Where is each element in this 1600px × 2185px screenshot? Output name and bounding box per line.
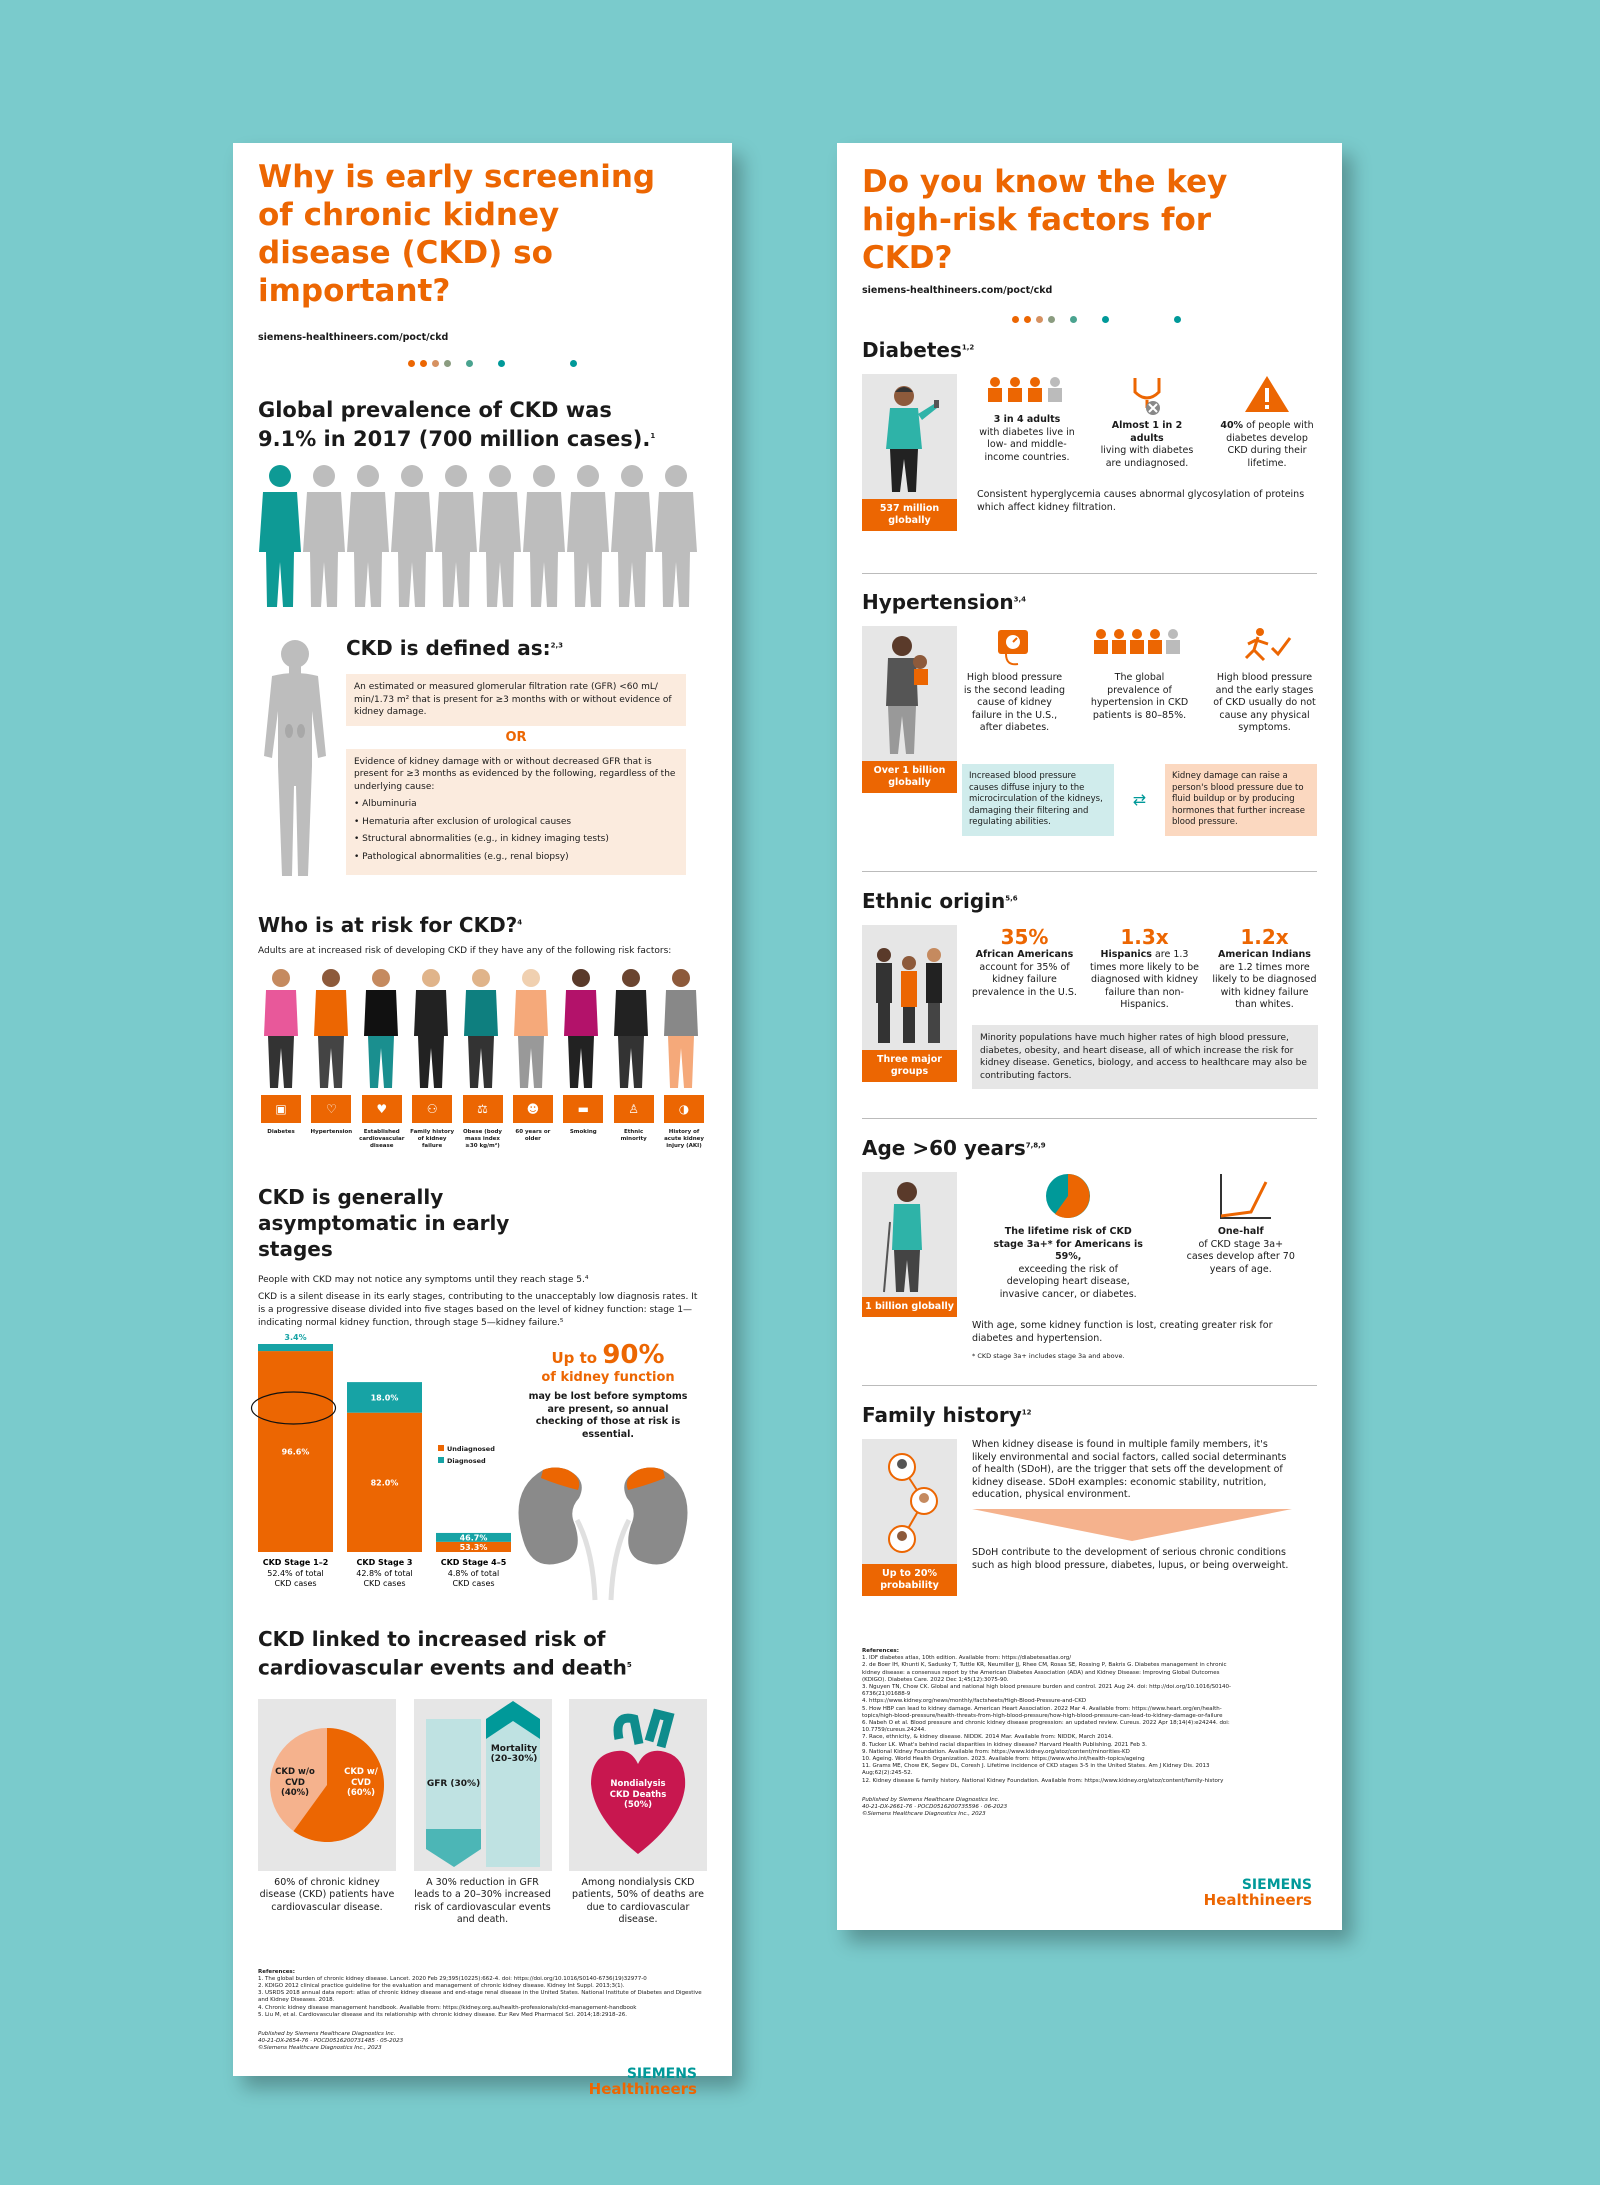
reference-item: 4. Chronic kidney disease management handbook. Available from: https://kidney.org.au/health-professionals/ckd-management-handbook [258, 2004, 637, 2011]
reference-item: 3. Nguyen TN, Chow CK. Global and national high blood pressure burden and control. 2021 Aug 24. doi: http://doi.org/10.1016/S0140-6736(21)01688-9 [862, 1684, 1232, 1698]
heartbeat-icon: ♡ [311, 1095, 351, 1123]
person-icon [611, 465, 653, 607]
person-figure [664, 969, 698, 1088]
highlighted-person-icon [259, 465, 301, 607]
decorative-dots [408, 360, 707, 367]
stage-chart-area [258, 1333, 707, 1610]
risk-factor-family: ⚇ Family history of kidney failure [409, 1095, 455, 1150]
reference-item: 5. Liu M, et al. Cardiovascular disease and its relationship with chronic kidney disease. Eur Rev Med Pharmacol Sci. 2014;18:2918–26. [258, 2011, 627, 2018]
label-diagnosed: 46.7% [459, 1533, 488, 1543]
list-item: • Albuminuria [354, 798, 678, 811]
person-with-glucose-meter-icon [862, 374, 957, 499]
ethnic-note: Minority populations have much higher rates of high blood pressure, diabetes, obesity, and heart disease, all of which increase the risk for kidney disease. Genetics, biology, and access to healthcare may also be contributing factors. [972, 1025, 1318, 1089]
risk-heading: Who is at risk for CKD?$^4$ [258, 913, 523, 937]
elderly-icon: ☻ [513, 1095, 553, 1123]
family-tree-icon: ⚇ [412, 1095, 452, 1123]
person-figure [564, 969, 598, 1088]
list-item: • Structural abnormalities (e.g., in kidney imaging tests) [354, 833, 678, 846]
list-item: • Pathological abnormalities (e.g., renal biopsy) [354, 851, 678, 864]
age-person-image [862, 1172, 957, 1297]
person-figure [514, 969, 548, 1088]
running-person-check-icon [1212, 626, 1317, 668]
list-item: • Hematuria after exclusion of urological causes [354, 816, 678, 829]
three-people-icon [862, 925, 957, 1050]
age-stat-1: The lifetime risk of CKD stage 3a+* for Americans is 59%, exceeding the risk of developing heart disease, invasive cancer, or diabetes. [993, 1172, 1143, 1301]
person-icon [391, 465, 433, 607]
risk-people [258, 966, 708, 1091]
ethnic-stat-2: 1.3x Hispanics are 1.3 times more likely to be diagnosed with kidney failure than non-Hispanics. [1089, 925, 1200, 1010]
family-section [862, 1403, 1317, 1614]
reference-item: 7. Race, ethnicity, & kidney disease. NIDDK. 2014 Mar. Available from: NIDDK, March 2014. [862, 1734, 1114, 1741]
diabetes-stat-3: 40% of people with diabetes develop CKD during their lifetime. [1217, 374, 1317, 470]
reference-item: 2. KDIGO 2012 clinical practice guideline for the evaluation and management of chronic kidney disease. Kidney Int Suppl. 2013;3(1). [258, 1983, 625, 1990]
elderly-person-with-cane-icon [862, 1172, 957, 1297]
family-p1: When kidney disease is found in multiple family members, it's likely environmental and social factors, called social determinants of health (SDoH), are the trigger that sets off the development of kidney disease. SDoH examples: economic stability, nutrition, education, physical environment. [972, 1439, 1287, 1500]
reference-item: 1. The global burden of chronic kidney disease. Lancet. 2020 Feb 29;395(10225):662-4. doi: https://doi.org/10.1016/S0140-6736(19)32977-0 [258, 1975, 647, 1982]
person-icon [655, 465, 697, 607]
reference-item: 11. Grams ME, Chow EK, Segev DL, Coresh J. Lifetime incidence of CKD stages 3-5 in the United States. Am J Kidney Dis. 2013 Aug;62(2):245-52. [862, 1763, 1210, 1777]
ethnic-badge: Three major groups [862, 1050, 957, 1082]
category-subtitle: 42.8% of total [356, 1569, 413, 1578]
divider [862, 1385, 1317, 1386]
hypertension-stat-3: High blood pressure and the early stages of CKD usually do not cause any physical symptoms. [1212, 626, 1317, 735]
cvd-pie-chart: CKD w/o CVD (40%) CKD w/ CVD (60%) [258, 1699, 396, 1871]
kidneys-icon [513, 1460, 693, 1600]
left-title: Why is early screening of chronic kidney disease (CKD) so important? [258, 159, 656, 309]
hypertension-badge: Over 1 billion globally [862, 761, 957, 793]
chart-legend [438, 1445, 495, 1465]
ckd-stage-chart [233, 1333, 507, 1610]
category-label: CKD Stage 1–2 [262, 1558, 329, 1567]
person-figure [314, 969, 348, 1088]
definition-section [258, 636, 707, 901]
kidney-function-callout: Up to 90% of kidney function may be lost before symptoms are present, so annual checking of those at risk is essential. [528, 1340, 688, 1440]
heart-icon: ♥ [362, 1095, 402, 1123]
person-icon [435, 465, 477, 607]
stethoscope-icon [1097, 374, 1197, 416]
reference-item: 6. Nabeh O et al. Blood pressure and chronic kidney disease progression: an updated review. Cureus. 2022 Apr 18;14(4):e24244. doi: 10.7759/cureus.24244. [862, 1720, 1230, 1734]
person-figure [264, 969, 298, 1088]
ethnic-stat-3: 1.2x American Indians are 1.2 times more likely to be diagnosed with kidney failure than whites. [1212, 925, 1317, 1010]
heart-icon: Nondialysis CKD Deaths (50%) [569, 1699, 707, 1871]
cigarette-icon: ▬ [563, 1095, 603, 1123]
age-footnote: * CKD stage 3a+ includes stage 3a and above. [972, 1352, 1125, 1360]
prevalence-heading: Global prevalence of CKD was 9.1% in 2017 (700 million cases).$^1$ [258, 398, 656, 451]
person-icon [479, 465, 521, 607]
age-note: With age, some kidney function is lost, creating greater risk for diabetes and hypertension. [972, 1320, 1273, 1344]
decorative-dots [1012, 316, 1317, 323]
population-figures [258, 462, 698, 612]
heart-panel [569, 1699, 707, 1927]
right-infographic [837, 143, 1342, 1930]
person-icon [303, 465, 345, 607]
hypertension-stat-1: High blood pressure is the second leading cause of kidney failure in the U.S., after diabetes. [962, 626, 1067, 735]
gfr-panel [414, 1699, 552, 1927]
category-label: CKD Stage 3 [356, 1558, 413, 1567]
person-icon [523, 465, 565, 607]
divider [862, 1118, 1317, 1119]
label-undiagnosed: 96.6% [281, 1447, 310, 1457]
reference-item: 3. USRDS 2018 annual data report: atlas of chronic kidney disease and end-stage renal disease in the United States. National Institute of Diabetes and Digestive and Kidney Diseases. 2018. [258, 1990, 702, 2004]
definition-box-damage: Evidence of kidney damage with or without decreased GFR that is present for ≥3 months as evidenced by the following, regardless of the underlying cause: • Albuminuria • Hematuria after exclusion of urological causes • Structural abnormalities (e.g., in kidney imaging tests) • Pathological abnormalities (e.g., renal biopsy) [346, 749, 686, 876]
ethnic-section [862, 889, 1317, 1105]
left-url[interactable]: siemens-healthineers.com/poct/ckd [258, 332, 449, 343]
left-infographic [233, 143, 732, 2098]
risk-factor-obese: ⚖ Obese (body mass index ≥30 kg/m²) [460, 1095, 506, 1150]
family-image [862, 1439, 957, 1564]
funnel-graphic [972, 1509, 1292, 1541]
family-tree-icon [862, 1439, 957, 1564]
family-p2: SDoH contribute to the development of serious chronic conditions such as high blood pressure, diabetes, lupus, or being overweight. [972, 1547, 1289, 1571]
diabetes-section [862, 338, 1317, 544]
person-figure [464, 969, 498, 1088]
reference-item: 5. How HBP can lead to kidney damage. American Heart Association. 2022 Mar 4. Available from: https://www.heart.org/en/health-topics/high-blood-pressure/health-threats-from-high-blood-pressure/how-high-blood-pressure-can-lead-to-kidney-damage-or-failure [862, 1705, 1223, 1719]
category-subtitle: 4.8% of total [447, 1569, 500, 1578]
age-heading: Age >60 years$^{7,8,9}$ [862, 1136, 1046, 1160]
diabetes-person-image [862, 374, 957, 499]
age-stat-2: One-half of CKD stage 3a+ cases develop after 70 years of age. [1186, 1172, 1296, 1301]
label-diagnosed: 18.0% [370, 1393, 399, 1403]
category-subtitle: CKD cases [274, 1579, 317, 1588]
glucose-meter-icon: ▣ [261, 1095, 301, 1123]
category-subtitle: CKD cases [452, 1579, 495, 1588]
hypertension-heading: Hypertension$^{3,4}$ [862, 590, 1027, 614]
diabetes-stat-2: Almost 1 in 2 adults living with diabetes are undiagnosed. [1097, 374, 1197, 470]
scale-icon: ⚖ [463, 1095, 503, 1123]
siemens-logo: SIEMENS Healthineers [1203, 1877, 1312, 1909]
diabetes-badge: 537 million globally [862, 499, 957, 531]
risk-factor-cvd: ♥ Established cardiovascular disease [359, 1095, 405, 1150]
body-silhouette-icon [258, 636, 333, 881]
person-figure [614, 969, 648, 1088]
risk-intro: Adults are at increased risk of developing CKD if they have any of the following risk factors: [258, 946, 672, 956]
siemens-logo: SIEMENS Healthineers [588, 2065, 697, 2098]
kidney-damage-box: Kidney damage can raise a person's blood pressure due to fluid buildup or by producing hormones that further increase blood pressure. [1165, 764, 1317, 836]
hypertension-person-image [862, 626, 957, 761]
diabetes-note: Consistent hyperglycemia causes abnormal glycosylation of proteins which affect kidney filtration. [977, 489, 1305, 513]
asymptomatic-p2: CKD is a silent disease in its early stages, contributing to the unacceptably low diagnosis rates. It is a progressive disease divided into five stages based on the level of kidney function: stage 1—indicating normal kidney function, through stage 5—kidney failure.⁵ [258, 1292, 698, 1328]
hypertension-stat-2: The global prevalence of hypertension in CKD patients is 80–85%. [1087, 626, 1192, 735]
reference-item: 12. Kidney disease & family history. National Kidney Foundation. Available from: https://www.kidney.org/atoz/content/family-history [862, 1777, 1224, 1784]
label-undiagnosed: 53.3% [459, 1543, 488, 1552]
reference-item: 9. National Kidney Foundation. Available from: https://www.kidney.org/atoz/content/minorities-KD [862, 1748, 1130, 1755]
definition-heading: CKD is defined as:$^{2,3}$ [346, 636, 564, 660]
pie-icon [993, 1172, 1143, 1222]
right-title: Do you know the key high-risk factors for CKD? [862, 164, 1228, 276]
asymptomatic-heading: CKD is generally asymptomatic in early stages [258, 1185, 510, 1261]
person-icon [347, 465, 389, 607]
cvd-pie-panel [258, 1699, 396, 1927]
diabetes-stat-1: 3 in 4 adults with diabetes live in low- and middle-income countries. [977, 374, 1077, 470]
people-icon [977, 374, 1077, 410]
divider [862, 573, 1317, 574]
ethnic-heading: Ethnic origin$^{5,6}$ [862, 889, 1018, 913]
person-icon: ♙ [614, 1095, 654, 1123]
kidney-icon: ◑ [664, 1095, 704, 1123]
person-figure [364, 969, 398, 1088]
risk-factor-aki: ◑ History of acute kidney injury (AKI) [661, 1095, 707, 1150]
hypertension-section [862, 590, 1317, 856]
link-icon: ⇄ [1132, 790, 1147, 810]
label-diagnosed: 3.4% [284, 1333, 307, 1342]
gfr-arrows: GFR (30%) Mortality (20–30%) [414, 1699, 552, 1871]
left-references: References: 1. The global burden of chronic kidney disease. Lancet. 2020 Feb 29;395(10225):662-4. doi: https://doi.org/10.1016/S0140-6736(19)32977-0 2. KDIGO 2012 clinical practice guideline for the evaluation and management of chronic kidney disease. Kidney Int Suppl. 2013;3(1). 3. USRDS 2018 annual data report: atlas of chronic kidney disease and end-stage renal disease in the United States. National Institute of Diabetes and Digestive and Kidney Diseases. 2018. 4. Chronic kidney disease management handbook. Available from: https://kidney.org.au/health-professionals/ckd-management-handbook 5. Liu M, et al. Cardiovascular disease and its relationship with chronic kidney disease. Eur Rev Med Pharmacol Sci. 2014;18:2918–26. [258, 1969, 707, 2019]
asymptomatic-p1: People with CKD may not notice any symptoms until they reach stage 5.⁴ [258, 1275, 589, 1285]
risk-factor-ethnic: ♙ Ethnic minority [611, 1095, 657, 1150]
right-references: References: 1. IDF diabetes atlas, 10th edition. Available from: https://diabetesatlas.org/ 2. de Boer IH, Khunti K, Sadusky T, Tuttle KR, Neumiller JJ, Rhee CM, Rosas SE, Rossing P, Bakris G. Diabetes management in chronic kidney disease: a consensus report by the American Diabetes Association (ADA) and Kidney Disease: Improving Global Outcomes (KDIGO). Diabetes Care. 2022 Dec 1;45(12):3075-90. 3. Nguyen TN, Chow CK. Global and national high blood pressure burden and control. 2021 Aug 24. doi: http://doi.org/10.1016/S0140-6736(21)01688-9 4. https://www.kidney.org/news/monthly/factsheets/High-Blood-Pressure-and-CKD 5. How HBP can lead to kidney damage. American Heart Association. 2022 Mar 4. Available from: https://www.heart.org/en/health-topics/high-blood-pressure/health-threats-from-high-blood-pressure/how-high-blood-pressure-can-lead-to-kidney-damage-or-failure 6. Nabeh O et al. Blood pressure and chronic kidney disease progression: an updated review. Cureus. 2022 Apr 18;14(4):e24244. doi: 10.7759/cureus.24244. 7. Race, ethnicity, & kidney disease. NIDDK. 2014 Mar. Available from: NIDDK, March 2014. 8. Tucker LK. What's behind racial disparities in kidney disease? Harvard Health Publishing. 2021 Feb 3. 9. National Kidney Foundation. Available from: https://www.kidney.org/atoz/content/minorities-KD 10. Ageing. World Health Organization. 2023. Available from: https://www.who.int/health-topics/ageing 11. Grams ME, Chow EK, Segev DL, Coresh J. Lifetime incidence of CKD stages 3-5 in the United States. Am J Kidney Dis. 2013 Aug;62(2):245-52. 12. Kidney disease & family history. National Kidney Foundation. Available from: https://www.kidney.org/atoz/content/family-history Published by Siemens Healthcare Diagnostics Inc. 40-21-DX-2661-76 · POCD0516200735596 · 06-2023 ©Siemens Healthcare Diagnostics Inc., 2023 [862, 1648, 1232, 1818]
people-icon [1087, 626, 1192, 668]
hypertension-effect-box: Increased blood pressure causes diffuse injury to the microcirculation of the kidneys, damaging their filtering and regulating abilities. [962, 764, 1114, 836]
category-subtitle: CKD cases [363, 1579, 406, 1588]
label-undiagnosed: 82.0% [370, 1478, 399, 1488]
warning-icon [1217, 374, 1317, 416]
reference-item: 10. Ageing. World Health Organization. 2023. Available from: https://www.who.int/health-topics/ageing [862, 1756, 1145, 1763]
legend-item: Undiagnosed [438, 1445, 495, 1454]
reference-item: 1. IDF diabetes atlas, 10th edition. Available from: https://diabetesatlas.org/ [862, 1655, 1072, 1662]
age-section [862, 1136, 1317, 1372]
gfr-caption: A 30% reduction in GFR leads to a 20–30% increased risk of cardiovascular events and death. [414, 1876, 551, 1926]
cardio-heading: CKD linked to increased risk of cardiovascular events and death$^5$ [258, 1627, 632, 1680]
definition-box-gfr: An estimated or measured glomerular filtration rate (GFR) <60 mL/ min/1.73 m² that is present for ≥3 months with or without evidence of kidney damage. [346, 674, 686, 726]
person-carrying-child-icon [862, 626, 957, 761]
bar-diagnosed [258, 1344, 333, 1351]
right-url[interactable]: siemens-healthineers.com/poct/ckd [862, 285, 1053, 296]
category-label: CKD Stage 4–5 [440, 1558, 507, 1567]
risk-factor-row [258, 1095, 707, 1150]
left-publisher: Published by Siemens Healthcare Diagnostics Inc. 40-21-DX-2654-76 · POCD0516200731485 · 05-2023 ©Siemens Healthcare Diagnostics Inc., 2023 [258, 2031, 404, 2052]
person-figure [414, 969, 448, 1088]
risk-factor-diabetes: ▣ Diabetes [258, 1095, 304, 1150]
family-badge: Up to 20% probability [862, 1564, 957, 1596]
ethnic-stat-1: 35% African Americans account for 35% of kidney failure prevalence in the U.S. [972, 925, 1077, 998]
heart-caption: Among nondialysis CKD patients, 50% of deaths are due to cardiovascular disease. [572, 1876, 704, 1926]
cardio-panels [258, 1699, 707, 1927]
diabetes-heading: Diabetes$^{1,2}$ [862, 338, 975, 362]
family-heading: Family history$^{12}$ [862, 1403, 1032, 1427]
risk-factor-hypertension: ♡ Hypertension [308, 1095, 354, 1150]
risk-factor-smoking: ▬ Smoking [560, 1095, 606, 1150]
reference-item: 2. de Boer IH, Khunti K, Sadusky T, Tuttle KR, Neumiller JJ, Rhee CM, Rosas SE, Rossing P, Bakris G. Diabetes management in chronic kidney disease: a consensus report by the American Diabetes Association (ADA) and Kidney Disease: Improving Global Outcomes (KDIGO). Diabetes Care. 2022 Dec 1;45(12):3075-90. [862, 1662, 1227, 1683]
age-badge: 1 billion globally [862, 1297, 957, 1317]
ethnic-people-image [862, 925, 957, 1050]
risk-factor-age: ☻ 60 years or older [510, 1095, 556, 1150]
growth-chart-icon [1186, 1172, 1296, 1222]
legend-item: Diagnosed [438, 1457, 495, 1466]
blood-pressure-monitor-icon [962, 626, 1067, 668]
definition-or: OR [505, 729, 527, 745]
cvd-caption: 60% of chronic kidney disease (CKD) patients have cardiovascular disease. [259, 1876, 395, 1913]
reference-item: 4. https://www.kidney.org/news/monthly/factsheets/High-Blood-Pressure-and-CKD [862, 1698, 1087, 1705]
person-icon [567, 465, 609, 607]
category-subtitle: 52.4% of total [267, 1569, 324, 1578]
reference-item: 8. Tucker LK. What's behind racial disparities in kidney disease? Harvard Health Publishing. 2021 Feb 3. [862, 1741, 1147, 1748]
divider [862, 871, 1317, 872]
